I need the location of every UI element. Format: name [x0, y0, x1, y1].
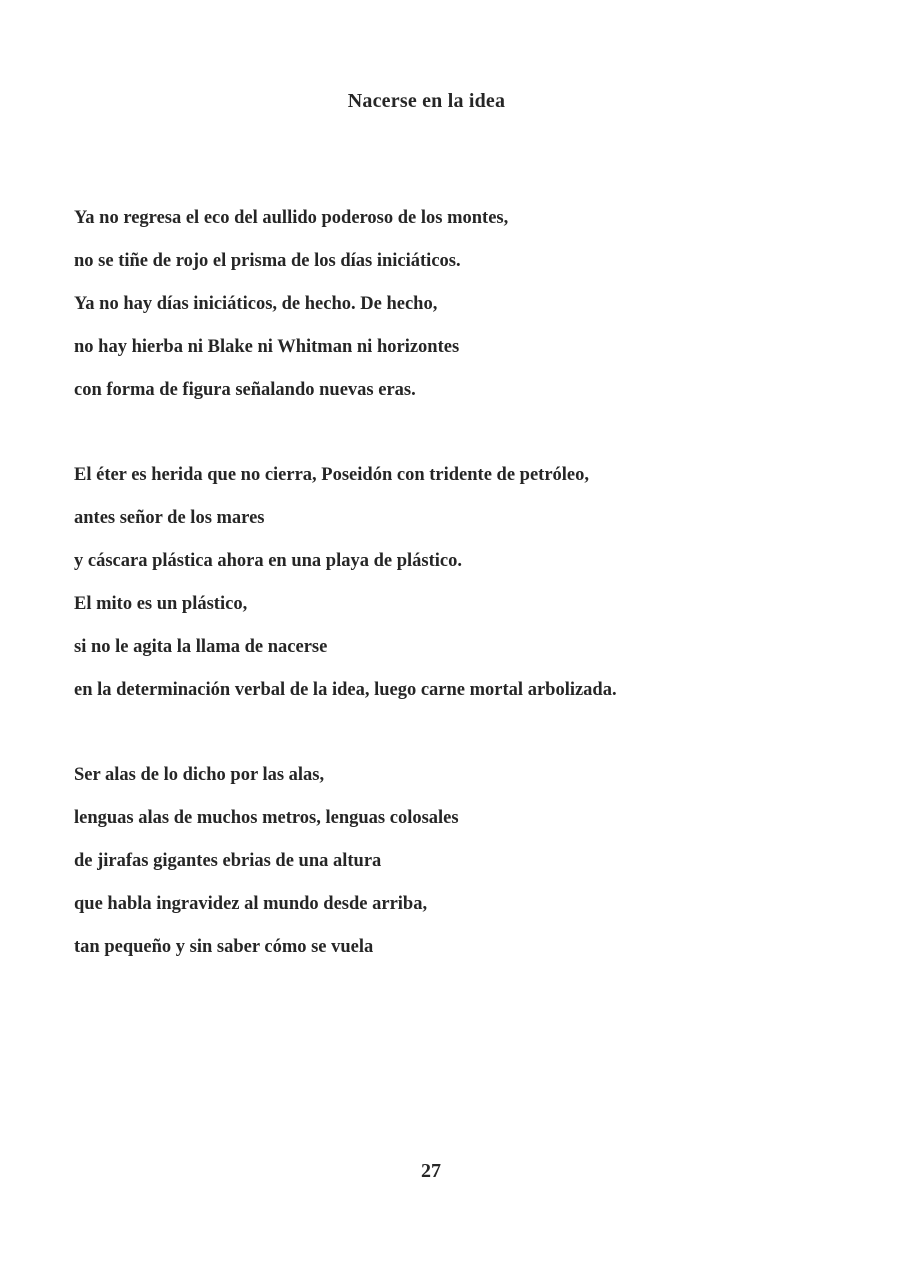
stanza-3	[74, 760, 854, 975]
verse-line: Ya no hay días iniciáticos, de hecho. De hecho,	[74, 294, 438, 314]
page-number: 27	[421, 1160, 441, 1182]
verse-line: en la determinación verbal de la idea, luego carne mortal arbolizada.	[74, 680, 617, 700]
verse-line: no hay hierba ni Blake ni Whitman ni horizontes	[74, 337, 460, 357]
verse-line: no se tiñe de rojo el prisma de los días iniciáticos.	[74, 251, 461, 271]
stanza-1	[74, 203, 854, 418]
verse-line: El mito es un plástico,	[74, 594, 248, 614]
poem-title: Nacerse en la idea	[347, 90, 506, 112]
verse-line: lenguas alas de muchos metros, lenguas colosales	[74, 808, 459, 828]
verse-line: y cáscara plástica ahora en una playa de plástico.	[74, 551, 462, 571]
verse-line: tan pequeño y sin saber cómo se vuela	[74, 937, 374, 957]
verse-line: Ya no regresa el eco del aullido poderoso de los montes,	[74, 208, 509, 228]
poem-body	[74, 203, 854, 1017]
verse-line: Ser alas de lo dicho por las alas,	[74, 765, 325, 785]
verse-line: antes señor de los mares	[74, 508, 265, 528]
verse-line: que habla ingravidez al mundo desde arriba,	[74, 894, 428, 914]
stanza-2	[74, 460, 854, 718]
verse-line: de jirafas gigantes ebrias de una altura	[74, 851, 382, 871]
verse-line: El éter es herida que no cierra, Poseidón con tridente de petróleo,	[74, 465, 590, 485]
verse-line: con forma de figura señalando nuevas eras.	[74, 380, 416, 400]
verse-line: si no le agita la llama de nacerse	[74, 637, 328, 657]
